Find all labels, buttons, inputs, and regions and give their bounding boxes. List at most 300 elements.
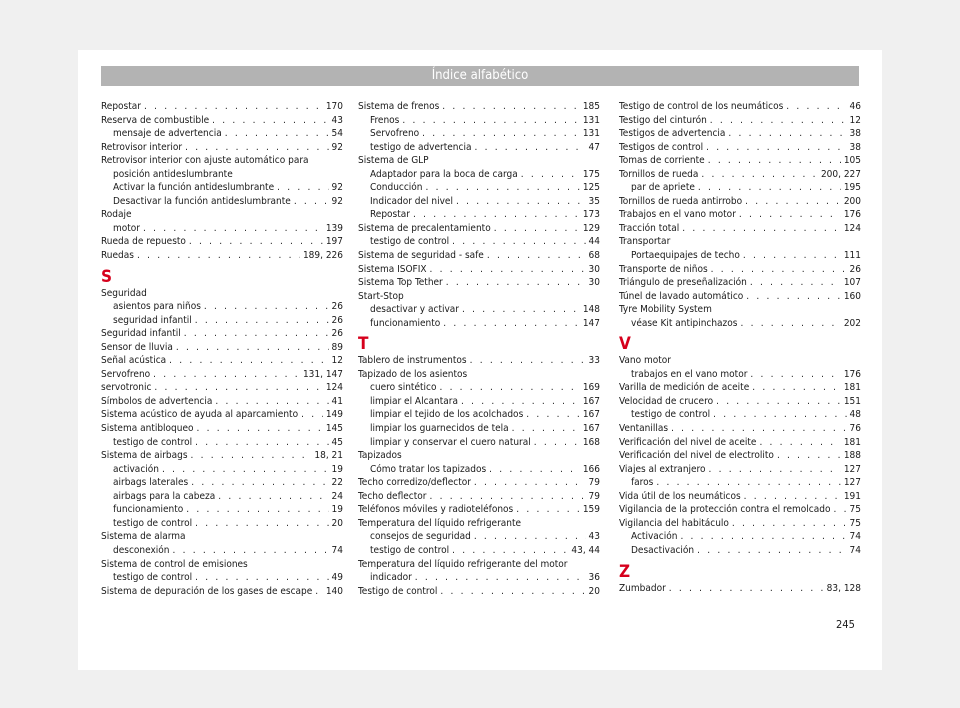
index-entry xyxy=(101,195,343,209)
entry-term: Desactivar la función antideslumbrante xyxy=(113,195,291,207)
entry-page: 176 xyxy=(843,209,861,221)
entry-term: posición antideslumbrante xyxy=(113,168,233,180)
index-entry xyxy=(619,141,861,155)
index-entry xyxy=(619,408,861,422)
index-entry xyxy=(619,449,861,463)
leader-dots xyxy=(426,181,580,195)
index-entry xyxy=(101,287,343,301)
index-entry xyxy=(101,436,343,450)
entry-page: 38 xyxy=(849,128,861,140)
entry-term: Adaptador para la boca de carga xyxy=(370,168,518,180)
entry-page: 18, 21 xyxy=(314,450,343,462)
index-entry xyxy=(619,249,861,263)
index-entry xyxy=(619,127,861,141)
entry-page: 41 xyxy=(331,395,343,407)
leader-dots xyxy=(728,127,846,141)
index-entry xyxy=(101,517,343,531)
leader-dots xyxy=(710,114,847,128)
entry-page: 131, 147 xyxy=(302,368,343,380)
leader-dots xyxy=(487,249,586,263)
entry-page: 189, 226 xyxy=(302,250,343,262)
index-entry xyxy=(358,263,600,277)
entry-term: Tapizados xyxy=(358,450,402,462)
index-entry xyxy=(101,181,343,195)
leader-dots xyxy=(186,503,328,517)
index-entry xyxy=(358,141,600,155)
entry-term: Portaequipajes de techo xyxy=(631,250,740,262)
leader-dots xyxy=(744,490,841,504)
leader-dots xyxy=(701,168,818,182)
leader-dots xyxy=(697,544,846,558)
index-entry xyxy=(358,571,600,585)
entry-page: 145 xyxy=(325,423,343,435)
entry-term: Retrovisor interior xyxy=(101,141,183,153)
entry-term: Seguridad xyxy=(101,287,147,299)
entry-term: Sistema de depuración de los gases de escape xyxy=(101,585,313,597)
entry-page: 181 xyxy=(843,382,861,394)
entry-page: 26 xyxy=(331,328,343,340)
entry-term: Testigos de advertencia xyxy=(619,128,726,140)
leader-dots xyxy=(516,503,580,517)
index-entry xyxy=(619,208,861,222)
entry-term: Ruedas xyxy=(101,250,134,262)
entry-page: 47 xyxy=(588,141,600,153)
entry-term: Trabajos en el vano motor xyxy=(619,209,736,221)
entry-term: Tapizado de los asientos xyxy=(358,368,468,380)
leader-dots xyxy=(169,354,328,368)
entry-page: 151 xyxy=(843,395,861,407)
leader-dots xyxy=(215,395,328,409)
leader-dots xyxy=(277,181,328,195)
entry-term: Seguridad infantil xyxy=(101,328,181,340)
entry-term: Servofreno xyxy=(101,368,151,380)
entry-page: 169 xyxy=(582,382,600,394)
entry-page: 173 xyxy=(582,209,600,221)
entry-page: 129 xyxy=(582,222,600,234)
entry-page: 43 xyxy=(588,531,600,543)
index-entry xyxy=(358,395,600,409)
leader-dots xyxy=(195,314,329,328)
index-column-1 xyxy=(101,100,343,598)
entry-term: Triángulo de preseñalización xyxy=(619,277,747,289)
index-entry xyxy=(619,222,861,236)
entry-term: Testigo de control xyxy=(358,585,438,597)
entry-page: 147 xyxy=(582,317,600,329)
entry-term: Vida útil de los neumáticos xyxy=(619,490,741,502)
entry-page: 92 xyxy=(331,182,343,194)
entry-page: 159 xyxy=(582,504,600,516)
entry-term: Vano motor xyxy=(619,355,671,367)
entry-term: testigo de control xyxy=(631,409,711,421)
entry-term: airbags para la cabeza xyxy=(113,490,216,502)
index-entry xyxy=(358,476,600,490)
entry-term: testigo de control xyxy=(113,572,193,584)
index-entry xyxy=(619,517,861,531)
entry-term: Velocidad de crucero xyxy=(619,395,714,407)
index-entry xyxy=(101,141,343,155)
entry-term: Techo deflector xyxy=(358,490,427,502)
index-entry xyxy=(358,449,600,463)
entry-term: Ventanillas xyxy=(619,423,669,435)
index-entry xyxy=(101,463,343,477)
index-entry xyxy=(101,476,343,490)
entry-term: limpiar el Alcantara xyxy=(370,395,458,407)
leader-dots xyxy=(462,303,580,317)
entry-page: 12 xyxy=(849,114,861,126)
entry-page: 92 xyxy=(331,195,343,207)
leader-dots xyxy=(706,141,846,155)
index-entry xyxy=(101,154,343,168)
index-entry xyxy=(101,490,343,504)
index-entry xyxy=(101,585,343,599)
entry-term: Sensor de lluvia xyxy=(101,341,173,353)
entry-term: consejos de seguridad xyxy=(370,531,471,543)
leader-dots xyxy=(656,476,840,490)
leader-dots xyxy=(184,327,329,341)
leader-dots xyxy=(680,530,846,544)
leader-dots xyxy=(176,341,329,355)
index-entry xyxy=(101,408,343,422)
entry-page: 200, 227 xyxy=(820,168,861,180)
index-entry xyxy=(358,249,600,263)
leader-dots xyxy=(759,436,840,450)
index-entry xyxy=(619,503,861,517)
entry-page: 46 xyxy=(849,101,861,112)
entry-term: Temperatura del líquido refrigerante del motor xyxy=(358,558,568,570)
entry-term: testigo de control xyxy=(370,544,450,556)
index-entry xyxy=(619,381,861,395)
entry-term: testigo de control xyxy=(370,236,450,248)
entry-term: Start-Stop xyxy=(358,290,404,302)
entry-term: Viajes al extranjero xyxy=(619,463,706,475)
index-entry xyxy=(619,395,861,409)
leader-dots xyxy=(682,222,841,236)
entry-term: Sistema antibloqueo xyxy=(101,423,194,435)
entry-term: faros xyxy=(631,477,654,489)
entry-term: Frenos xyxy=(370,114,400,126)
entry-page: 139 xyxy=(325,222,343,234)
leader-dots xyxy=(474,476,586,490)
leader-dots xyxy=(422,127,580,141)
entry-page: 33 xyxy=(588,355,600,367)
entry-term: véase Kit antipinchazos xyxy=(631,317,738,329)
entry-page: 148 xyxy=(582,304,600,316)
index-entry xyxy=(619,181,861,195)
entry-page: 160 xyxy=(843,290,861,302)
entry-term: mensaje de advertencia xyxy=(113,128,222,140)
entry-page: 74 xyxy=(849,531,861,543)
index-entry xyxy=(619,530,861,544)
index-entry xyxy=(358,463,600,477)
index-entry xyxy=(358,558,600,572)
entry-page: 49 xyxy=(331,572,343,584)
entry-page: 38 xyxy=(849,141,861,153)
index-entry xyxy=(358,154,600,168)
index-entry xyxy=(358,100,600,114)
leader-dots xyxy=(294,195,329,209)
index-entry xyxy=(358,408,600,422)
leader-dots xyxy=(443,317,580,331)
entry-term: Testigo de control de los neumáticos xyxy=(619,101,784,112)
entry-page: 79 xyxy=(588,490,600,502)
index-entry xyxy=(101,168,343,182)
entry-term: Testigos de control xyxy=(619,141,704,153)
entry-term: Sistema de precalentamiento xyxy=(358,222,491,234)
index-entry xyxy=(619,422,861,436)
leader-dots xyxy=(415,571,586,585)
entry-page: 125 xyxy=(582,182,600,194)
index-entry xyxy=(358,290,600,304)
entry-page: 35 xyxy=(588,195,600,207)
entry-term: Verificación del nivel de aceite xyxy=(619,436,757,448)
entry-page: 19 xyxy=(331,463,343,475)
index-entry xyxy=(619,354,861,368)
entry-page: 188 xyxy=(843,450,861,462)
entry-page: 36 xyxy=(588,572,600,584)
entry-term: Señal acústica xyxy=(101,355,167,367)
entry-page: 166 xyxy=(582,463,600,475)
entry-term: indicador xyxy=(370,572,412,584)
index-entry xyxy=(101,395,343,409)
index-entry xyxy=(101,558,343,572)
index-entry xyxy=(619,582,861,596)
entry-term: Sistema Top Tether xyxy=(358,277,443,289)
leader-dots xyxy=(786,100,846,114)
index-entry xyxy=(358,585,600,599)
entry-term: funcionamiento xyxy=(113,504,184,516)
leader-dots xyxy=(452,235,585,249)
index-entry xyxy=(101,354,343,368)
leader-dots xyxy=(430,263,586,277)
leader-dots xyxy=(154,381,322,395)
index-entry xyxy=(101,249,343,263)
entry-term: par de apriete xyxy=(631,182,695,194)
leader-dots xyxy=(185,141,328,155)
leader-dots xyxy=(195,517,328,531)
index-entry xyxy=(358,168,600,182)
entry-term: Sistema ISOFIX xyxy=(358,263,427,275)
leader-dots xyxy=(225,127,329,141)
index-entry xyxy=(101,327,343,341)
entry-page: 20 xyxy=(331,517,343,529)
index-entry xyxy=(619,154,861,168)
entry-page: 185 xyxy=(582,101,600,112)
leader-dots xyxy=(301,408,323,422)
leader-dots xyxy=(456,195,586,209)
index-entry xyxy=(619,368,861,382)
entry-term: Sistema de airbags xyxy=(101,450,188,462)
index-entry xyxy=(619,303,861,317)
entry-page: 127 xyxy=(843,463,861,475)
leader-dots xyxy=(153,368,300,382)
leader-dots xyxy=(143,222,323,236)
index-entry xyxy=(101,222,343,236)
entry-term: motor xyxy=(113,222,140,234)
entry-page: 24 xyxy=(331,490,343,502)
index-entry xyxy=(101,100,343,114)
entry-term: Sistema de GLP xyxy=(358,155,429,167)
entry-term: Activación xyxy=(631,531,678,543)
leader-dots xyxy=(172,544,328,558)
index-entry xyxy=(619,317,861,331)
entry-page: 79 xyxy=(588,477,600,489)
entry-term: Símbolos de advertencia xyxy=(101,395,213,407)
leader-dots xyxy=(144,100,323,114)
entry-page: 43 xyxy=(331,114,343,126)
entry-page: 20 xyxy=(588,585,600,597)
leader-dots xyxy=(470,354,586,368)
entry-term: Reserva de combustible xyxy=(101,114,210,126)
index-entry xyxy=(101,208,343,222)
leader-dots xyxy=(713,408,846,422)
entry-term: Rueda de repuesto xyxy=(101,236,186,248)
index-entry xyxy=(358,517,600,531)
entry-term: seguridad infantil xyxy=(113,314,192,326)
entry-page: 105 xyxy=(843,155,861,167)
entry-page: 111 xyxy=(843,250,861,262)
entry-term: Retrovisor interior con ajuste automático para xyxy=(101,155,309,167)
entry-page: 75 xyxy=(849,504,861,516)
leader-dots xyxy=(474,141,585,155)
leader-dots xyxy=(189,235,323,249)
entry-term: Repostar xyxy=(101,101,141,112)
entry-term: Desactivación xyxy=(631,544,695,556)
leader-dots xyxy=(740,317,840,331)
entry-term: Transporte de niños xyxy=(619,263,708,275)
index-entry xyxy=(619,544,861,558)
entry-page: 54 xyxy=(331,128,343,140)
entry-term: Tracción total xyxy=(619,222,680,234)
index-entry xyxy=(358,490,600,504)
leader-dots xyxy=(746,290,841,304)
entry-page: 44 xyxy=(588,236,600,248)
entry-page: 76 xyxy=(849,423,861,435)
entry-page: 26 xyxy=(331,301,343,313)
index-entry xyxy=(101,449,343,463)
leader-dots xyxy=(439,381,579,395)
entry-page: 131 xyxy=(582,114,600,126)
leader-dots xyxy=(489,463,580,477)
entry-term: Verificación del nivel de electrolito xyxy=(619,450,774,462)
index-entry xyxy=(358,181,600,195)
leader-dots xyxy=(745,195,841,209)
index-entry xyxy=(358,381,600,395)
entry-page: 74 xyxy=(849,544,861,556)
entry-term: Sistema de alarma xyxy=(101,531,186,543)
index-entry xyxy=(358,127,600,141)
index-entry xyxy=(101,381,343,395)
index-entry xyxy=(101,235,343,249)
index-entry xyxy=(619,235,861,249)
entry-term: Rodaje xyxy=(101,209,132,221)
index-entry xyxy=(619,463,861,477)
index-entry xyxy=(101,300,343,314)
entry-term: trabajos en el vano motor xyxy=(631,368,748,380)
entry-term: Servofreno xyxy=(370,128,420,140)
header-title: Índice alfabético xyxy=(431,68,529,83)
leader-dots xyxy=(191,449,312,463)
entry-term: Tyre Mobility System xyxy=(619,304,712,316)
entry-page: 149 xyxy=(325,409,343,421)
index-entry xyxy=(358,222,600,236)
page-number: 245 xyxy=(836,618,855,631)
entry-term: Indicador del nivel xyxy=(370,195,453,207)
entry-term: Cómo tratar los tapizados xyxy=(370,463,487,475)
entry-page: 131 xyxy=(582,128,600,140)
entry-page: 197 xyxy=(325,236,343,248)
entry-term: Vigilancia del habitáculo xyxy=(619,517,729,529)
entry-page: 26 xyxy=(849,263,861,275)
leader-dots xyxy=(429,490,585,504)
leader-dots xyxy=(671,422,846,436)
leader-dots xyxy=(137,249,300,263)
leader-dots xyxy=(442,100,580,114)
index-entry xyxy=(358,530,600,544)
leader-dots xyxy=(402,114,579,128)
entry-page: 202 xyxy=(843,317,861,329)
entry-page: 181 xyxy=(843,436,861,448)
index-entry xyxy=(358,303,600,317)
index-entry xyxy=(358,422,600,436)
entry-term: Sistema de seguridad - safe xyxy=(358,250,484,262)
index-entry xyxy=(358,208,600,222)
entry-page: 176 xyxy=(843,368,861,380)
index-entry xyxy=(358,544,600,558)
leader-dots xyxy=(452,544,568,558)
leader-dots xyxy=(218,490,328,504)
entry-term: Testigo del cinturón xyxy=(619,114,707,126)
index-entry xyxy=(619,100,861,114)
index-entry xyxy=(358,368,600,382)
entry-term: Temperatura del líquido refrigerante xyxy=(358,517,522,529)
entry-page: 12 xyxy=(331,355,343,367)
entry-term: limpiar y conservar el cuero natural xyxy=(370,436,531,448)
entry-term: limpiar los guarnecidos de tela xyxy=(370,423,509,435)
entry-term: desactivar y activar xyxy=(370,304,460,316)
entry-page: 124 xyxy=(843,222,861,234)
index-entry xyxy=(619,195,861,209)
leader-dots xyxy=(711,263,847,277)
entry-term: Activar la función antideslumbrante xyxy=(113,182,275,194)
entry-term: Varilla de medición de aceite xyxy=(619,382,750,394)
entry-page: 30 xyxy=(588,277,600,289)
index-entry xyxy=(101,571,343,585)
entry-page: 74 xyxy=(331,544,343,556)
entry-page: 191 xyxy=(843,490,861,502)
index-entry xyxy=(101,503,343,517)
index-entry xyxy=(358,317,600,331)
index-column-2 xyxy=(358,100,600,598)
index-entry xyxy=(101,530,343,544)
leader-dots xyxy=(494,222,580,236)
leader-dots xyxy=(534,436,580,450)
entry-page: 167 xyxy=(582,409,600,421)
entry-page: 107 xyxy=(843,277,861,289)
entry-page: 89 xyxy=(331,341,343,353)
leader-dots xyxy=(669,582,824,596)
index-entry xyxy=(101,127,343,141)
index-entry xyxy=(358,235,600,249)
index-entry xyxy=(101,544,343,558)
entry-term: Teléfonos móviles y radioteléfonos xyxy=(358,504,514,516)
entry-term: servotronic xyxy=(101,382,152,394)
entry-term: limpiar el tejido de los acolchados xyxy=(370,409,524,421)
entry-page: 48 xyxy=(849,409,861,421)
entry-term: Zumbador xyxy=(619,582,666,594)
entry-page: 175 xyxy=(582,168,600,180)
leader-dots xyxy=(162,463,329,477)
index-entry xyxy=(358,436,600,450)
